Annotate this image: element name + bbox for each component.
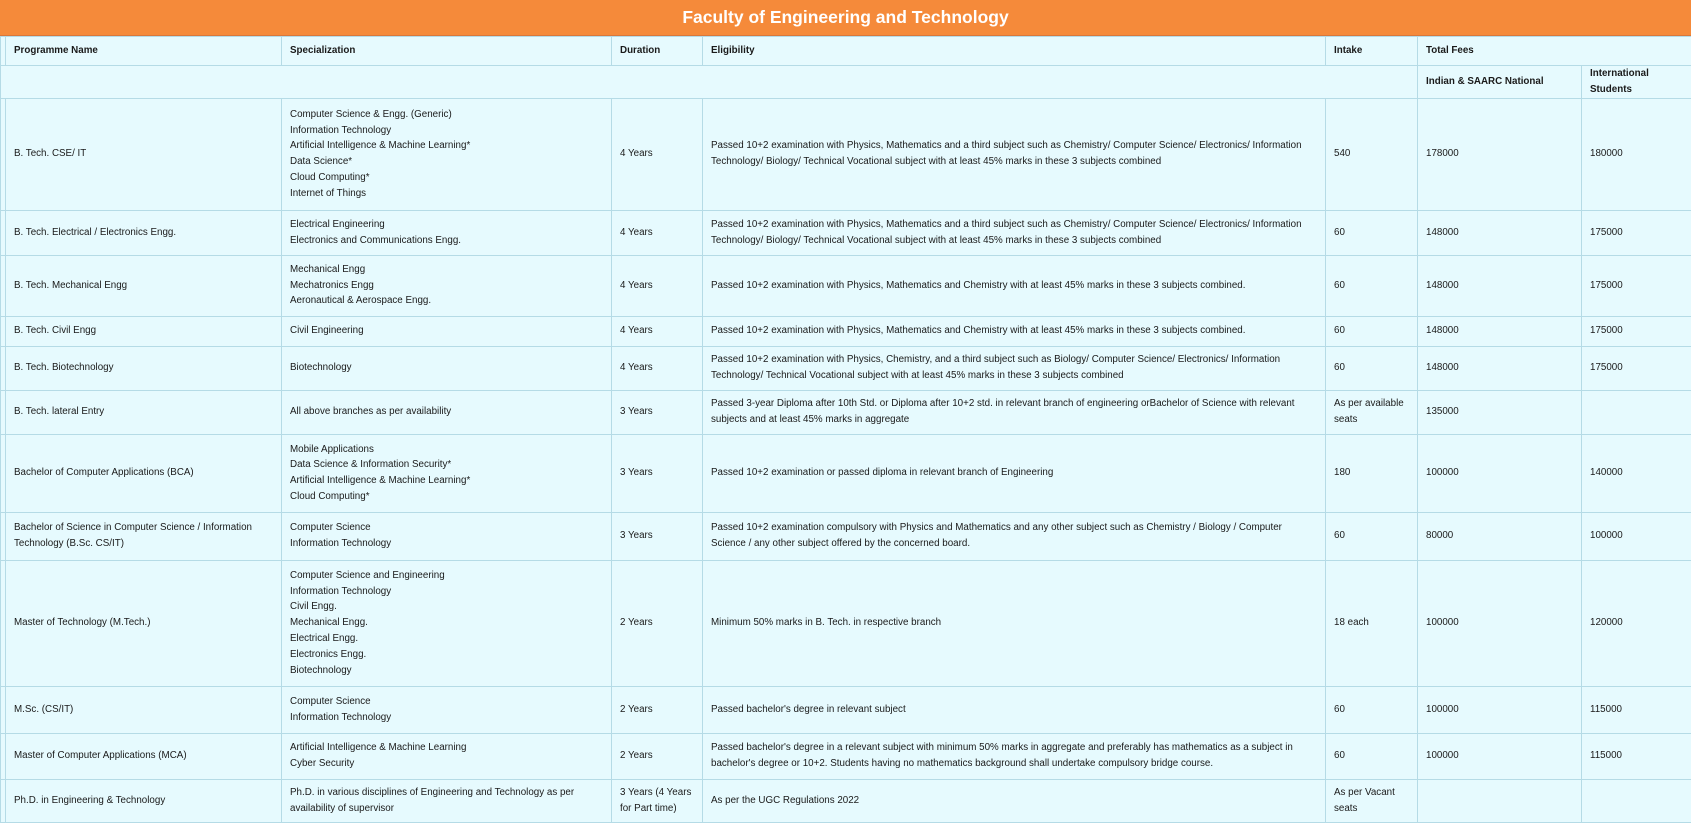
fee-international-cell — [1582, 779, 1691, 822]
specialization-cell — [282, 434, 612, 512]
fee-international-cell — [1582, 390, 1691, 434]
specialization-item: Biotechnology — [290, 663, 603, 679]
fee-indian-cell: 100000 — [1418, 733, 1582, 779]
intake-cell: 60 — [1326, 255, 1418, 316]
eligibility-cell: Passed 10+2 examination with Physics, Mathematics and a third subject such as Chemistry/ Computer Science/ Electronics/ Information Technology/ Biology/ Technical Vocational subject with at least 45% marks in these 3 subjects combined — [703, 210, 1326, 255]
programme-name-cell: B. Tech. Electrical / Electronics Engg. — [6, 210, 282, 255]
duration-cell: 3 Years — [612, 390, 703, 434]
specialization-cell — [282, 255, 612, 316]
fee-international-cell: 115000 — [1582, 733, 1691, 779]
specialization-item: Data Science* — [290, 154, 603, 170]
fee-indian-cell: 148000 — [1418, 210, 1582, 255]
fee-international-cell: 115000 — [1582, 686, 1691, 733]
specialization-item: Computer Science & Engg. (Generic) — [290, 107, 603, 123]
programme-table — [0, 36, 1691, 823]
table-row — [1, 210, 1691, 255]
programme-name-cell: M.Sc. (CS/IT) — [6, 686, 282, 733]
duration-cell: 2 Years — [612, 560, 703, 686]
faculty-title: Faculty of Engineering and Technology — [682, 7, 1008, 28]
duration-cell: 3 Years (4 Years for Part time) — [612, 779, 703, 822]
duration-cell: 4 Years — [612, 210, 703, 255]
col-header-duration: Duration — [612, 37, 703, 66]
col-header-eligibility: Eligibility — [703, 37, 1326, 66]
fee-indian-cell: 100000 — [1418, 560, 1582, 686]
duration-cell: 4 Years — [612, 255, 703, 316]
specialization-item: Electronics and Communications Engg. — [290, 233, 603, 249]
eligibility-cell: Passed 10+2 examination or passed diploma in relevant branch of Engineering — [703, 434, 1326, 512]
specialization-cell — [282, 98, 612, 210]
table-row — [1, 255, 1691, 316]
specialization-item: Electrical Engineering — [290, 217, 603, 233]
faculty-title-banner — [0, 0, 1691, 36]
specialization-cell — [282, 512, 612, 560]
fee-indian-cell: 135000 — [1418, 390, 1582, 434]
specialization-cell — [282, 686, 612, 733]
col-header-fee-international: International Students — [1582, 66, 1691, 99]
specialization-cell — [282, 346, 612, 390]
specialization-item: Mechanical Engg. — [290, 615, 603, 631]
table-row — [1, 733, 1691, 779]
specialization-item: Internet of Things — [290, 186, 603, 202]
specialization-cell — [282, 779, 612, 822]
programme-name-cell: B. Tech. Mechanical Engg — [6, 255, 282, 316]
table-subheader-row — [1, 66, 1691, 99]
intake-cell: As per Vacant seats — [1326, 779, 1418, 822]
specialization-item: Artificial Intelligence & Machine Learning* — [290, 138, 603, 154]
specialization-item: Data Science & Information Security* — [290, 457, 603, 473]
specialization-item: Cloud Computing* — [290, 170, 603, 186]
table-row — [1, 686, 1691, 733]
table-row — [1, 98, 1691, 210]
duration-cell: 2 Years — [612, 733, 703, 779]
programme-name-cell: Master of Technology (M.Tech.) — [6, 560, 282, 686]
col-header-intake: Intake — [1326, 37, 1418, 66]
intake-cell: 60 — [1326, 316, 1418, 346]
eligibility-cell: Passed 10+2 examination with Physics, Chemistry, and a third subject such as Biology/ Computer Science/ Electronics/ Information Technology/ Technical Vocational subject with at least 45% marks in these 3 subjects combined — [703, 346, 1326, 390]
fee-international-cell: 100000 — [1582, 512, 1691, 560]
intake-cell: 60 — [1326, 733, 1418, 779]
table-row — [1, 434, 1691, 512]
intake-cell: 60 — [1326, 512, 1418, 560]
fee-international-cell: 140000 — [1582, 434, 1691, 512]
specialization-cell — [282, 560, 612, 686]
programme-name-cell: Bachelor of Science in Computer Science / Information Technology (B.Sc. CS/IT) — [6, 512, 282, 560]
eligibility-cell: Passed 3-year Diploma after 10th Std. or Diploma after 10+2 std. in relevant branch of engineering orBachelor of Science with relevant subjects and at least 45% marks in aggregate — [703, 390, 1326, 434]
eligibility-cell: Passed 10+2 examination compulsory with Physics and Mathematics and any other subject such as Chemistry / Biology / Computer Science / any other subject offered by the concerned board. — [703, 512, 1326, 560]
fee-international-cell: 180000 — [1582, 98, 1691, 210]
table-body — [1, 98, 1691, 822]
specialization-item: Computer Science and Engineering — [290, 568, 603, 584]
intake-cell: 18 each — [1326, 560, 1418, 686]
eligibility-cell: Passed bachelor's degree in a relevant subject with minimum 50% marks in aggregate and preferably has mathematics as a subject in bachelor's degree or 10+2. Students having no mathematics background shall undertake compulsory bridge course. — [703, 733, 1326, 779]
programme-name-cell: Master of Computer Applications (MCA) — [6, 733, 282, 779]
duration-cell: 2 Years — [612, 686, 703, 733]
col-header-specialization: Specialization — [282, 37, 612, 66]
table-row — [1, 512, 1691, 560]
specialization-item: Mechanical Engg — [290, 262, 603, 278]
eligibility-cell: Passed 10+2 examination with Physics, Mathematics and a third subject such as Chemistry/ Computer Science/ Electronics/ Information Technology/ Biology/ Technical Vocational subject with at least 45% marks in these 3 subjects combined — [703, 98, 1326, 210]
programme-name-cell: B. Tech. lateral Entry — [6, 390, 282, 434]
specialization-item: Biotechnology — [290, 360, 603, 376]
programme-name-cell: Ph.D. in Engineering & Technology — [6, 779, 282, 822]
fee-international-cell: 175000 — [1582, 210, 1691, 255]
fee-indian-cell: 148000 — [1418, 346, 1582, 390]
specialization-item: Ph.D. in various disciplines of Engineering and Technology as per availability of supervisor — [290, 785, 603, 817]
fee-indian-cell: 148000 — [1418, 316, 1582, 346]
fee-indian-cell — [1418, 779, 1582, 822]
specialization-item: Computer Science — [290, 520, 603, 536]
fee-international-cell: 175000 — [1582, 346, 1691, 390]
specialization-item: Mobile Applications — [290, 442, 603, 458]
specialization-item: Mechatronics Engg — [290, 278, 603, 294]
fee-international-cell: 120000 — [1582, 560, 1691, 686]
intake-cell: 180 — [1326, 434, 1418, 512]
specialization-cell — [282, 390, 612, 434]
table-row — [1, 560, 1691, 686]
duration-cell: 4 Years — [612, 98, 703, 210]
specialization-cell — [282, 733, 612, 779]
intake-cell: 60 — [1326, 686, 1418, 733]
specialization-cell — [282, 210, 612, 255]
eligibility-cell: Passed 10+2 examination with Physics, Mathematics and Chemistry with at least 45% marks in these 3 subjects combined. — [703, 255, 1326, 316]
fee-indian-cell: 100000 — [1418, 686, 1582, 733]
specialization-item: Artificial Intelligence & Machine Learning — [290, 740, 603, 756]
table-header-row — [1, 37, 1691, 66]
fee-indian-cell: 178000 — [1418, 98, 1582, 210]
specialization-item: Cyber Security — [290, 756, 603, 772]
specialization-item: Electrical Engg. — [290, 631, 603, 647]
eligibility-cell: Passed bachelor's degree in relevant subject — [703, 686, 1326, 733]
duration-cell: 4 Years — [612, 346, 703, 390]
eligibility-cell: Passed 10+2 examination with Physics, Mathematics and Chemistry with at least 45% marks in these 3 subjects combined. — [703, 316, 1326, 346]
table-row — [1, 346, 1691, 390]
programme-name-cell: B. Tech. Biotechnology — [6, 346, 282, 390]
specialization-item: Artificial Intelligence & Machine Learning* — [290, 473, 603, 489]
fee-indian-cell: 100000 — [1418, 434, 1582, 512]
specialization-cell — [282, 316, 612, 346]
intake-cell: 60 — [1326, 346, 1418, 390]
programme-name-cell: B. Tech. CSE/ IT — [6, 98, 282, 210]
intake-cell: As per available seats — [1326, 390, 1418, 434]
duration-cell: 4 Years — [612, 316, 703, 346]
programme-name-cell: Bachelor of Computer Applications (BCA) — [6, 434, 282, 512]
fee-international-cell: 175000 — [1582, 255, 1691, 316]
specialization-item: Information Technology — [290, 584, 603, 600]
specialization-item: Civil Engg. — [290, 599, 603, 615]
specialization-item: Aeronautical & Aerospace Engg. — [290, 293, 603, 309]
specialization-item: All above branches as per availability — [290, 404, 603, 420]
duration-cell: 3 Years — [612, 434, 703, 512]
specialization-item: Computer Science — [290, 694, 603, 710]
specialization-item: Electronics Engg. — [290, 647, 603, 663]
specialization-item: Information Technology — [290, 123, 603, 139]
eligibility-cell: As per the UGC Regulations 2022 — [703, 779, 1326, 822]
programme-name-cell: B. Tech. Civil Engg — [6, 316, 282, 346]
specialization-item: Information Technology — [290, 536, 603, 552]
duration-cell: 3 Years — [612, 512, 703, 560]
intake-cell: 540 — [1326, 98, 1418, 210]
fee-indian-cell: 148000 — [1418, 255, 1582, 316]
specialization-item: Information Technology — [290, 710, 603, 726]
table-row — [1, 779, 1691, 822]
fee-indian-cell: 80000 — [1418, 512, 1582, 560]
col-header-fee-indian: Indian & SAARC National — [1418, 66, 1582, 99]
table-row — [1, 390, 1691, 434]
intake-cell: 60 — [1326, 210, 1418, 255]
col-header-total-fees: Total Fees — [1418, 37, 1691, 66]
specialization-item: Cloud Computing* — [290, 489, 603, 505]
eligibility-cell: Minimum 50% marks in B. Tech. in respective branch — [703, 560, 1326, 686]
fee-international-cell: 175000 — [1582, 316, 1691, 346]
specialization-item: Civil Engineering — [290, 323, 603, 339]
table-row — [1, 316, 1691, 346]
col-header-programme: Programme Name — [6, 37, 282, 66]
